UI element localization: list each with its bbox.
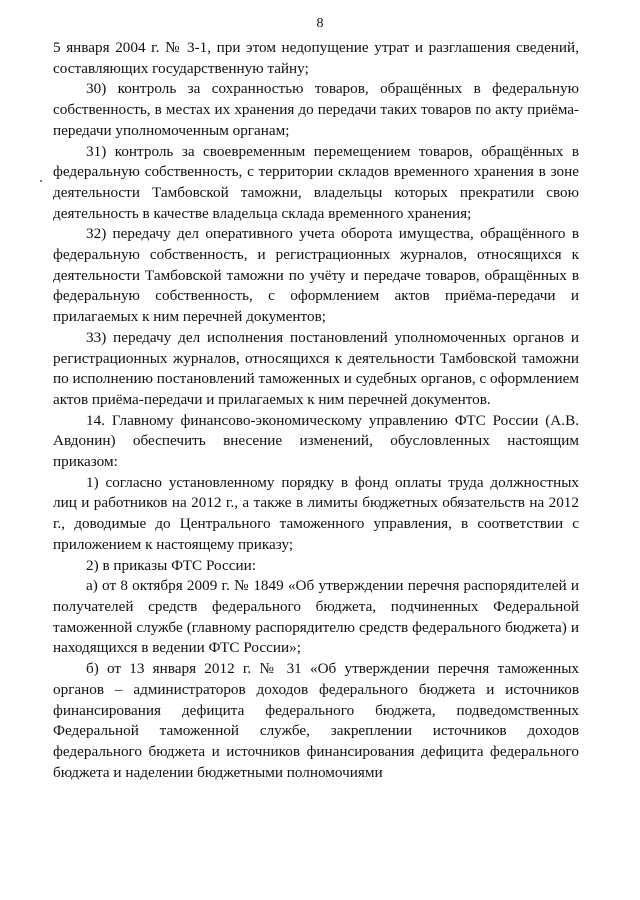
paragraph-subitem-2: 2) в приказы ФТС России: xyxy=(86,556,256,574)
scan-speck xyxy=(40,180,42,182)
paragraph-item-32: 32) передачу дел оперативного учета оборота имущества, обращённого в федеральную собственность, и регистрационных журналов, относящихся к деятельности Тамбовской таможни по учёту и передаче товаров, обращённых в федеральную собственность, с оформлением актов приёма-передачи и прилагаемых к ним перечней документов; xyxy=(53,225,579,326)
paragraph-item-33: 33) передачу дел исполнения постановлений уполномоченных органов и регистрационных журналов, относящихся к деятельности Тамбовской таможни по исполнению постановлений таможенных и судебных органов, с оформлением актов приёма-передачи и прилагаемых к ним перечней документов. xyxy=(53,328,579,408)
paragraph-subitem-1: 1) согласно установленному порядку в фонд оплаты труда должностных лиц и работников на 2012 г., а также в лимиты бюджетных обязательств на 2012 г., доводимые до Центрального таможенного управления, в соответствии с приложением к настоящему приказу; xyxy=(53,473,579,553)
paragraph-continuation: 5 января 2004 г. № 3-1, при этом недопущение утрат и разглашения сведений, составляющих государственную тайну; xyxy=(53,39,579,77)
document-body xyxy=(53,38,579,783)
paragraph-subitem-b: б) от 13 января 2012 г. № 31 «Об утверждении перечня таможенных органов – администраторов доходов федерального бюджета и источников финансирования дефицита федерального бюджета, подведомственных Федеральной таможенной службе, закреплении источников доходов федерального бюджета и источников финансирования дефицита федерального бюджета и наделении бюджетными полномочиями xyxy=(53,660,579,781)
paragraph-item-31: 31) контроль за своевременным перемещением товаров, обращённых в федеральную собственность, с территории складов временного хранения в зоне деятельности Тамбовской таможни, владельцы которых прекратили свою деятельность в качестве владельца склада временного хранения; xyxy=(53,142,579,222)
paragraph-section-14: 14. Главному финансово-экономическому управлению ФТС России (А.В. Авдонин) обеспечить внесение изменений, обусловленных настоящим приказом: xyxy=(53,411,579,471)
paragraph-item-30: 30) контроль за сохранностью товаров, обращённых в федеральную собственность, в местах их хранения до передачи таких товаров по акту приёма-передачи уполномоченным органам; xyxy=(53,80,579,139)
paragraph-subitem-a: а) от 8 октября 2009 г. № 1849 «Об утверждении перечня распорядителей и получателей средств федерального бюджета, подчиненных Федеральной таможенной службе (главному распорядителю средств федерального бюджета) и находящихся в ведении ФТС России»; xyxy=(53,577,579,657)
page-number: 8 xyxy=(316,16,324,31)
